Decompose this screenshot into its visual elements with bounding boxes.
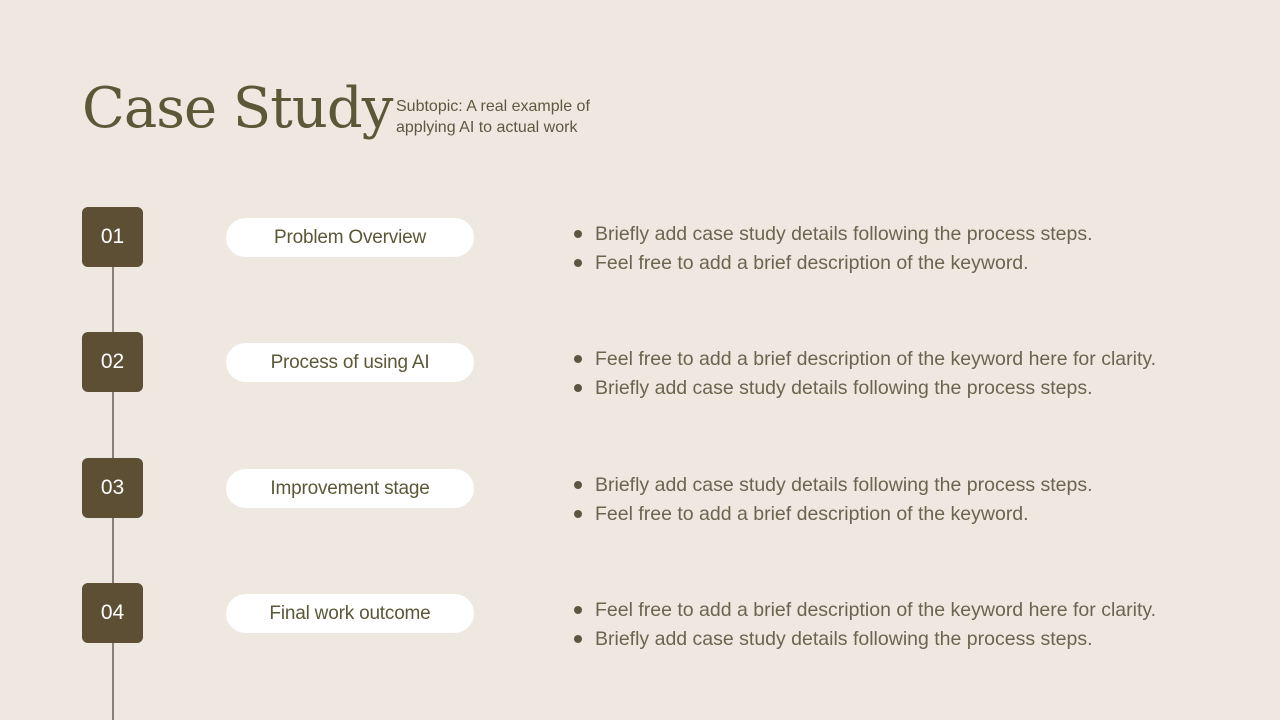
step-3 [0, 458, 1280, 525]
step-label-pill: Process of using AI [226, 343, 474, 382]
step-number-badge: 03 [82, 458, 143, 518]
page-title: Case Study [82, 76, 393, 141]
step-description-list [574, 345, 1156, 402]
step-description-item: Feel free to add a brief description of the keyword. [574, 500, 1093, 529]
step-label-pill: Final work outcome [226, 594, 474, 633]
step-description-item: Feel free to add a brief description of the keyword here for clarity. [574, 345, 1156, 374]
step-description-item: Briefly add case study details following the process steps. [574, 374, 1156, 403]
step-description-item: Briefly add case study details following the process steps. [574, 220, 1093, 249]
step-label-pill: Problem Overview [226, 218, 474, 257]
step-description-list [574, 220, 1093, 277]
step-1 [0, 207, 1280, 274]
step-description-item: Briefly add case study details following the process steps. [574, 625, 1156, 654]
step-label-pill: Improvement stage [226, 469, 474, 508]
step-description-list [574, 471, 1093, 528]
page-subtitle: Subtopic: A real example of applying AI to actual work [396, 98, 590, 136]
step-number-badge: 04 [82, 583, 143, 643]
step-description-list [574, 596, 1156, 653]
step-description-item: Feel free to add a brief description of the keyword. [574, 249, 1093, 278]
step-number-badge: 02 [82, 332, 143, 392]
step-description-item: Briefly add case study details following the process steps. [574, 471, 1093, 500]
step-2 [0, 332, 1280, 399]
step-4 [0, 583, 1280, 650]
step-description-item: Feel free to add a brief description of the keyword here for clarity. [574, 596, 1156, 625]
step-number-badge: 01 [82, 207, 143, 267]
